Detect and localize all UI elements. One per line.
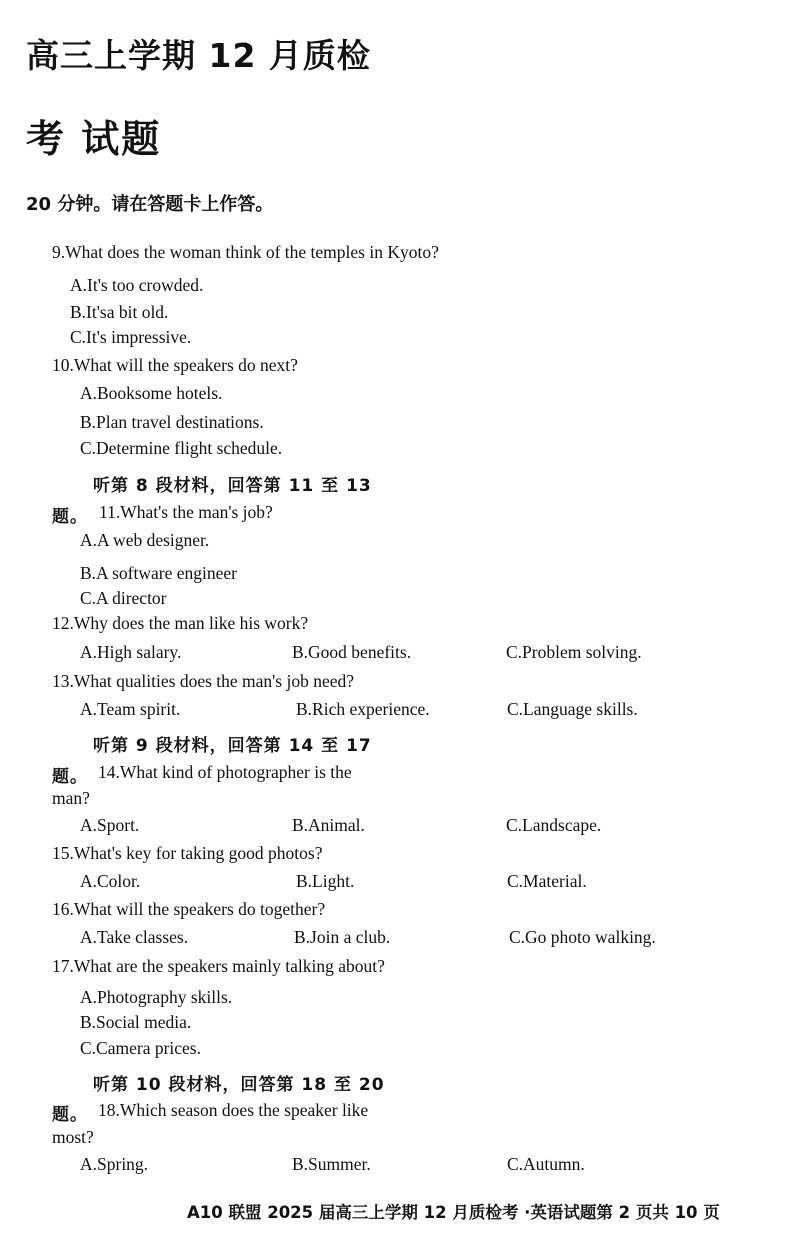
question-14-stem: 14.What kind of photographer is the: [98, 762, 352, 782]
question-18-option-b: B.Summer.: [292, 1154, 371, 1174]
section-10-heading-cont: 题。: [52, 1105, 88, 1125]
question-14-option-a: A.Sport.: [80, 815, 140, 835]
question-16-stem: 16.What will the speakers do together?: [52, 899, 326, 919]
question-17-option-c: C.Camera prices.: [80, 1038, 201, 1058]
question-10-stem: 10.What will the speakers do next?: [52, 355, 298, 375]
page-subtitle: 考 试题: [26, 117, 162, 161]
question-12-stem: 12.Why does the man like his work?: [52, 613, 309, 633]
question-10-option-c: C.Determine flight schedule.: [80, 438, 283, 458]
question-17-option-b: B.Social media.: [80, 1012, 192, 1032]
question-12-option-b: B.Good benefits.: [292, 642, 412, 662]
question-12-option-a: A.High salary.: [80, 642, 182, 662]
section-9-heading: 听第 9 段材料，回答第 14 至 17: [93, 736, 372, 756]
section-9-heading-cont: 题。: [52, 767, 88, 787]
question-17-stem: 17.What are the speakers mainly talking about?: [52, 956, 385, 976]
question-16-option-a: A.Take classes.: [80, 927, 189, 947]
question-10-option-b: B.Plan travel destinations.: [80, 412, 264, 432]
question-15-stem: 15.What's key for taking good photos?: [52, 843, 323, 863]
question-9-option-a: A.It's too crowded.: [70, 275, 204, 295]
question-9-stem: 9.What does the woman think of the temples in Kyoto?: [52, 242, 439, 262]
instruction-text: 20 分钟。请在答题卡上作答。: [26, 194, 274, 215]
question-18-option-a: A.Spring.: [80, 1154, 149, 1174]
question-13-option-c: C.Language skills.: [507, 699, 638, 719]
question-12-option-c: C.Problem solving.: [506, 642, 642, 662]
section-8-heading: 听第 8 段材料，回答第 11 至 13: [93, 476, 372, 496]
question-15-option-a: A.Color.: [80, 871, 141, 891]
question-13-stem: 13.What qualities does the man's job need?: [52, 671, 355, 691]
question-18-stem-cont: most?: [52, 1127, 94, 1147]
question-18-stem: 18.Which season does the speaker like: [98, 1100, 369, 1120]
question-16-option-c: C.Go photo walking.: [509, 927, 656, 947]
question-16-option-b: B.Join a club.: [294, 927, 391, 947]
question-14-option-b: B.Animal.: [292, 815, 365, 835]
question-11-option-c: C.A director: [80, 588, 167, 608]
question-14-option-c: C.Landscape.: [506, 815, 602, 835]
question-18-option-c: C.Autumn.: [507, 1154, 585, 1174]
question-14-stem-cont: man?: [52, 788, 90, 808]
section-8-heading-cont: 题。: [52, 507, 88, 527]
question-13-option-a: A.Team spirit.: [80, 699, 181, 719]
page-footer: A10 联盟 2025 届高三上学期 12 月质检考 ·英语试题第 2 页共 10 页: [187, 1203, 720, 1222]
question-9-option-b: B.It'sa bit old.: [70, 302, 169, 322]
question-10-option-a: A.Booksome hotels.: [80, 383, 223, 403]
page-title: 高三上学期 12 月质检: [26, 36, 371, 75]
question-15-option-c: C.Material.: [507, 871, 587, 891]
section-10-heading: 听第 10 段材料，回答第 18 至 20: [93, 1075, 385, 1095]
question-11-option-a: A.A web designer.: [80, 530, 210, 550]
question-15-option-b: B.Light.: [296, 871, 355, 891]
question-11-stem: 11.What's the man's job?: [99, 502, 273, 522]
question-17-option-a: A.Photography skills.: [80, 987, 233, 1007]
question-13-option-b: B.Rich experience.: [296, 699, 430, 719]
question-9-option-c: C.It's impressive.: [70, 327, 192, 347]
question-11-option-b: B.A software engineer: [80, 563, 237, 583]
